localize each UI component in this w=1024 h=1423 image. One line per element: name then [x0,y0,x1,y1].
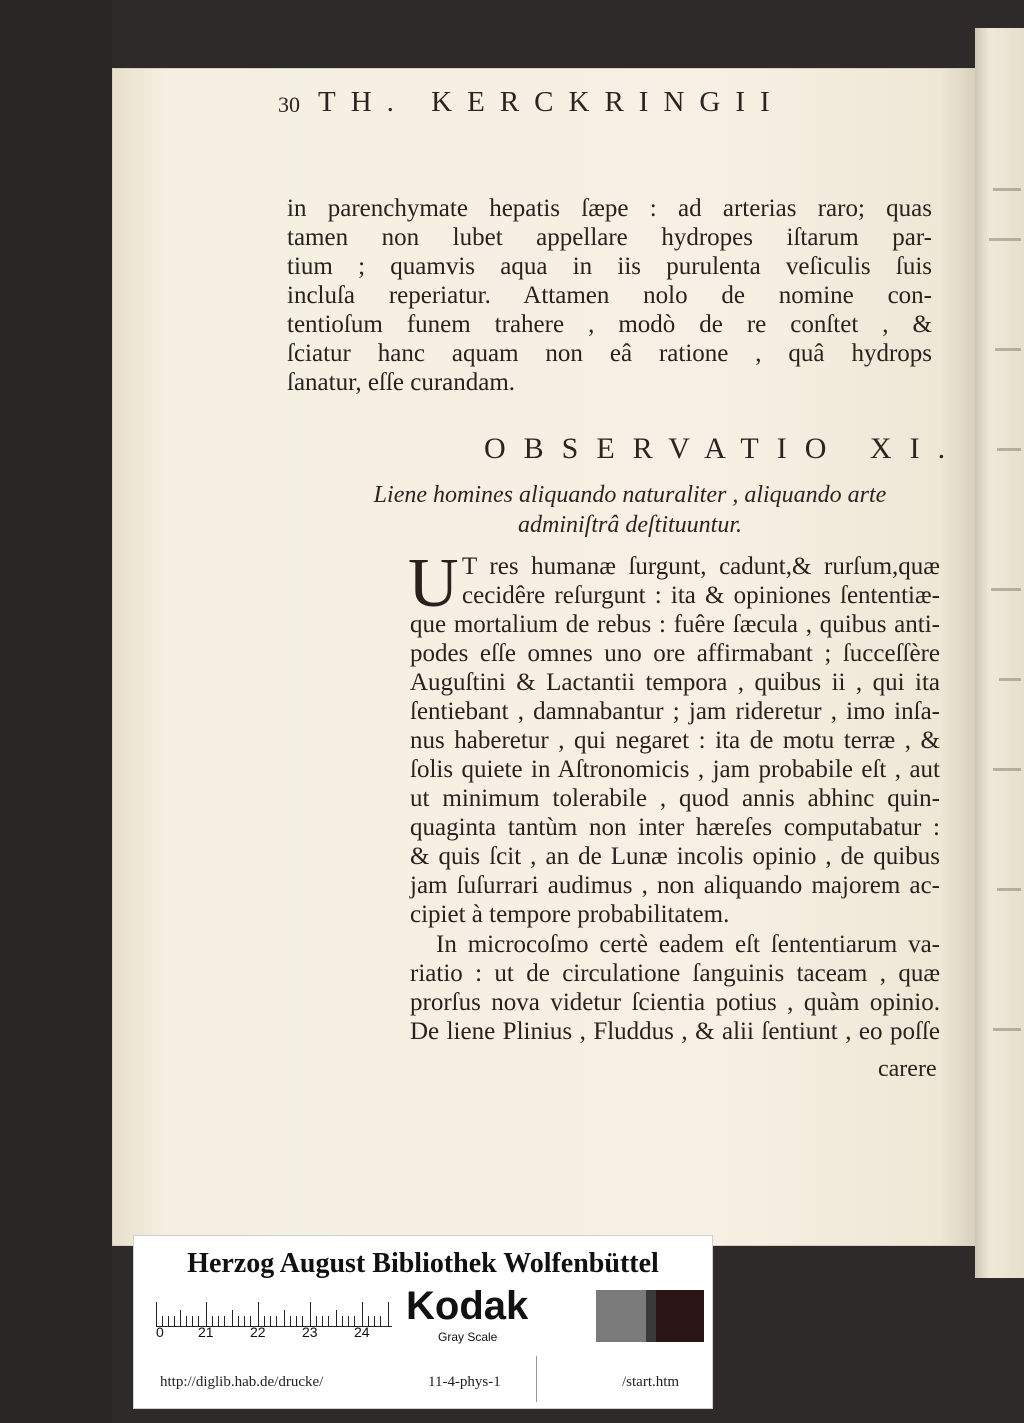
text-line: nus haberetur , qui negaret : ita de motu terræ , & [410,727,940,754]
ruler-tick [342,1316,343,1326]
ruler-label: 21 [198,1324,214,1340]
ruler-tick [186,1316,187,1326]
ruler-tick [380,1316,381,1326]
ruler-label: 22 [250,1324,266,1340]
ruler [156,1290,392,1338]
text-line: que mortalium de rebus : fuêre ſæcula , quibus anti- [410,611,940,638]
text-line: riatio : ut de circulatione ſanguinis taceam , quæ [410,960,940,987]
subtitle-line: adminiſtrâ deſtituuntur. [517,512,742,538]
text-line: tium ; quamvis aqua in iis purulenta veſiculis ſuis [287,253,932,280]
ruler-tick [290,1316,291,1326]
text-line: De liene Plinius , Fluddus , & alii ſentiunt , eo poſſe [410,1018,940,1045]
section-heading: OBSERVATIO XI. [484,432,964,465]
drop-cap: U [408,545,459,622]
facing-text-line [997,448,1021,451]
ruler-tick [310,1302,311,1326]
text-line: quaginta tantùm non inter hæreſes computabatur : [410,814,940,841]
ruler-tick [296,1316,297,1326]
ruler-tick [284,1310,285,1326]
shelfmark: 11-4-phys-1 [428,1374,501,1390]
facing-text-line [993,1028,1021,1031]
ruler-tick [362,1302,363,1326]
library-label [134,1236,712,1408]
text-line: ſanatur, eſſe curandam. [287,369,516,396]
text-line: ſciatur hanc aquam non eâ ratione , quâ hydrops [287,340,932,367]
facing-text-line [991,588,1021,591]
ruler-tick [388,1302,389,1326]
library-title: Herzog August Bibliothek Wolfenbüttel [187,1248,659,1279]
ruler-tick [374,1316,375,1326]
facing-text-line [993,188,1021,191]
facing-text-line [989,238,1021,241]
text-line: ſolis quiete in Aſtronomicis , jam probabile eſt , aut [410,756,940,783]
drop-cap-lines [462,552,940,610]
ruler-tick [232,1310,233,1326]
library-url: http://diglib.hab.de/drucke/ [160,1374,324,1390]
facing-text-line [993,768,1021,771]
ruler-tick [328,1316,329,1326]
facing-page [975,28,1024,1278]
paragraph-1 [410,610,940,929]
ruler-tick [238,1316,239,1326]
backdrop-left [0,0,112,1423]
ruler-tick [348,1316,349,1326]
running-head: TH. KERCKRINGII [318,86,785,118]
ruler-label: 23 [302,1324,318,1340]
text-line: jam ſuſurrari audimus , non aliquando majorem ac- [410,872,940,899]
text-line: incluſa reperiatur. Attamen nolo de nomine con- [287,282,932,309]
ruler-tick [336,1310,337,1326]
subtitle-line: Liene homines aliquando naturaliter , aliquando arte [373,482,887,508]
facing-text-line [999,678,1021,681]
ruler-tick [276,1316,277,1326]
catch-word: carere [878,1056,937,1082]
section-subtitle [330,480,930,540]
text-line: tentioſum funem trahere , modò de re conſtet , & [287,311,932,338]
text-line: in parenchymate hepatis ſæpe : ad arterias raro; quas [287,195,932,222]
facing-text-line [995,348,1021,351]
ruler-tick [322,1316,323,1326]
ruler-tick [244,1316,245,1326]
text-line: ſentiebant , damnabantur ; jam rideretur , imo inſa- [410,698,940,725]
paragraph-2 [410,930,940,1046]
ruler-tick [258,1302,259,1326]
ruler-tick [206,1302,207,1326]
continuation-paragraph [287,194,932,397]
text-line: cipiet à tempore probabilitatem. [410,901,730,928]
ruler-label: 24 [354,1324,370,1340]
ruler-tick [168,1316,169,1326]
text-line: Auguſtini & Lactantii tempora , quibus ii , qui ita [410,669,940,696]
ruler-tick [270,1316,271,1326]
page-number: 30 [278,92,300,117]
text-line: prorſus nova videtur ſcientia potius , quàm opinio. [410,989,940,1016]
gray-swatch [596,1290,646,1342]
text-line: & quis ſcit , an de Lunæ incolis opinio , de quibus [410,843,940,870]
kodak-logo: Kodak [406,1284,529,1328]
text-line: T res humanæ ſurgunt, cadunt,& rurſum,quæ [462,553,940,580]
facing-text-line [997,888,1021,891]
ruler-tick [224,1316,225,1326]
text-line: ut minimum tolerabile , quod annis abhinc quin- [410,785,940,812]
ruler-label: 0 [156,1324,164,1340]
ruler-tick [218,1316,219,1326]
text-line: podes eſſe omnes uno ore affirmabant ; ſucceſſère [410,640,940,667]
text-line: In microcoſmo certè eadem eſt ſententiarum va- [436,931,940,958]
ruler-tick [156,1302,157,1326]
text-line: cecidêre reſurgunt : ita & opiniones ſententiæ- [462,582,940,609]
black-swatch [656,1290,704,1342]
text-line: tamen non lubet appellare hydropes iſtarum par- [287,224,932,251]
ruler-tick [180,1310,181,1326]
ruler-tick [174,1316,175,1326]
gray-scale-caption: Gray Scale [438,1330,498,1344]
label-divider [536,1356,537,1402]
ruler-tick [192,1316,193,1326]
library-url-suffix: /start.htm [622,1374,680,1390]
